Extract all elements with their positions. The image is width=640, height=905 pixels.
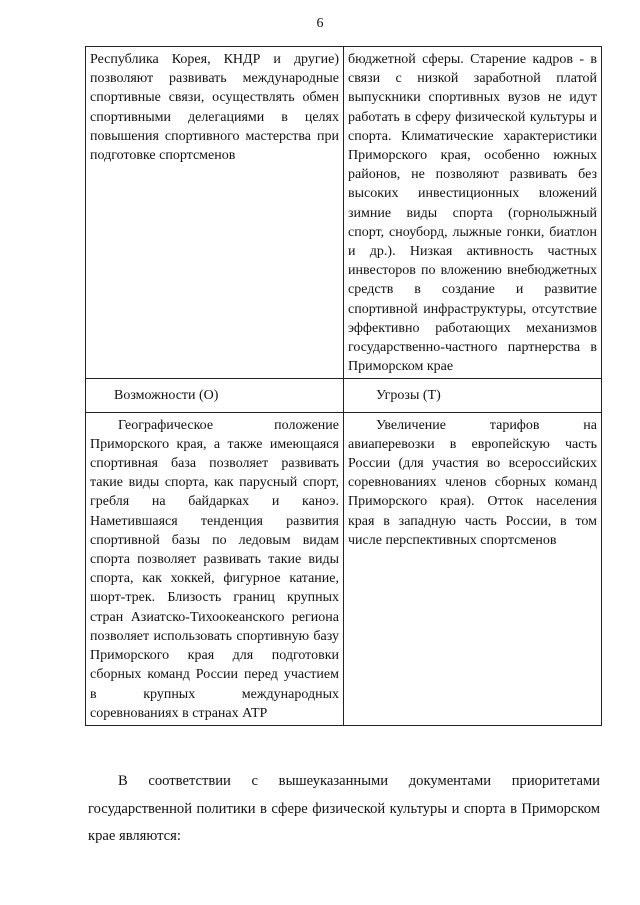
threats-header [344,379,602,412]
strengths-cell-continued: Республика Корея, КНДР и другие) позволяют развивать международные спортивные связи, осуществлять обмен спортивными делегациями в целях повышения спортивного мастерства при подготовке спортсменов [86,47,344,379]
table-row [86,47,602,379]
opportunities-header [86,379,344,412]
paragraph: В соответствии с вышеуказанными документами приоритетами государственной политики в сфере физической культуры и спорта в Приморском крае являются: [88,773,600,844]
table-row [86,412,602,725]
body-text [88,768,600,851]
table-header-row [86,379,602,412]
threats-header-label: Угрозы (T) [376,388,441,404]
swot-table [85,46,602,726]
opportunities-header-label: Возможности (O) [114,388,219,404]
threats-cell: Увеличение тарифов на авиаперевозки в европейскую часть России (для участия во всероссийских соревнованиях членов сборных команд Приморского края). Отток населения края в западную часть России, в том числе перспективных спортсменов [344,412,602,725]
weaknesses-cell-continued: бюджетной сферы. Старение кадров - в связи с низкой заработной платой выпускники спортивных вузов не идут работать в сферу физической культуры и спорта. Климатические характеристики Приморского края, особенно южных районов, не позволяют развивать без высоких инвестиционных вложений зимние виды спорта (горнолыжный спорт, сноуборд, лыжные гонки, биатлон и др.). Низкая активность частных инвесторов по вложению внебюджетных средств в создание и развитие спортивной инфраструктуры, отсутствие эффективно работающих механизмов государственно-частного партнерства в Приморском крае [344,47,602,379]
opportunities-cell: Географическое положение Приморского края, а также имеющаяся спортивная база позволяет развивать такие виды спорта, как парусный спорт, гребля на байдарках и каноэ. Наметившаяся тенденция развития спортивной базы по ледовым видам спорта позволяет развивать такие виды спорта, как хоккей, фигурное катание, шорт-трек. Близость границ крупных стран Азиатско-Тихоокеанского региона позволяет использовать спортивную базу Приморского края для подготовки сборных команд России перед участием в крупных международных соревнованиях в странах АТР [86,412,344,725]
page-number: 6 [316,16,324,31]
